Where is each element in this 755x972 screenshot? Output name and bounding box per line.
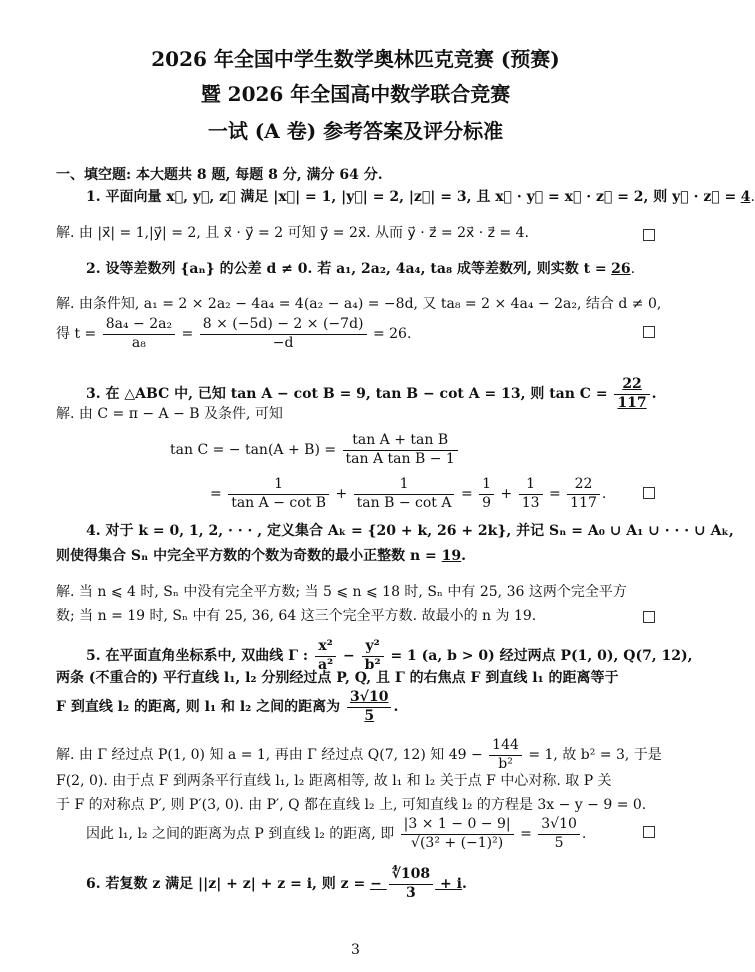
sol3-frac-2-num: 1 [228, 476, 329, 495]
problem-3-answer [614, 376, 649, 412]
problem-6 [86, 866, 467, 902]
title-line-1: 2026 年全国中学生数学奥林匹克竞赛 (预赛) [151, 47, 560, 71]
p5-frac-x-num: x² [315, 638, 336, 657]
p5-frac-y-num: y² [362, 638, 384, 657]
problem-3-answer-den: 117 [617, 394, 647, 411]
sol2-frac-2-den: −d [272, 334, 294, 351]
problem-6-text: 6. 若复数 z 满足 ||z| + z| + z = i, 则 z = [86, 876, 366, 892]
problem-4-line-1: 4. 对于 k = 0, 1, 2, · · · , 定义集合 Aₖ = {20 + k, 26 + 2k}, 并记 Sₙ = A₀ ∪ A₁ ∪ · · · ∪ Aₖ, [86, 523, 734, 539]
sol3-frac-1-num: tan A + tan B [343, 432, 458, 451]
problem-4-answer: 19 [441, 548, 462, 564]
problem-2-answer: 26 [611, 261, 631, 277]
solution-5-line-3: 于 F 的对称点 P′, 则 P′(3, 0). 由 P′, Q 都在直线 l₂ 上, 可知直线 l₂ 的方程是 3x − y − 9 = 0. [56, 797, 647, 813]
p5-frac-x-den: a² [317, 656, 334, 673]
solution-3-line-1: 解. 由 C = π − A − B 及条件, 可知 [56, 406, 283, 422]
problem-1-answer: 4 [740, 189, 751, 205]
sol2-frac-2 [200, 316, 367, 352]
sol5-text-a: 解. 由 Γ 经过点 P(1, 0) 知 a = 1, 再由 Γ 经过点 Q(7, 12) 知 49 − [56, 747, 483, 763]
sol3-frac-1-den: tan A tan B − 1 [345, 450, 455, 467]
sol5-period: . [581, 826, 587, 842]
p6-answer-num: ∜108 [389, 866, 433, 885]
sol3-frac-4-den: 9 [482, 494, 492, 511]
sol3-frac-3-num: 1 [354, 476, 455, 495]
sol2-result: = 26. [372, 326, 412, 342]
sol3-frac-1 [343, 432, 458, 468]
sol3-frac-6-num: 22 [567, 476, 600, 495]
sol2-eq-sign: = [181, 326, 194, 342]
problem-5-minus: − [343, 648, 355, 664]
problem-3-tail: . [651, 386, 657, 402]
sol5-frac-3-num: 3√10 [538, 816, 580, 835]
sol2-frac-1-den: a₈ [131, 334, 146, 351]
solution-3-line-2 [170, 432, 460, 468]
sol5-frac-1-num: 144 [489, 737, 522, 756]
problem-1-text: 1. 平面向量 x⃗, y⃗, z⃗ 满足 |x⃗| = 1, |y⃗| = 2, |z⃗| = 3, 且 x⃗ · y⃗ = x⃗ · z⃗ = 2, 则 y⃗ · z⃗ = [86, 189, 737, 205]
solution-5-line-2: F(2, 0). 由于点 F 到两条平行直线 l₁, l₂ 距离相等, 故 l₁ 和 l₂ 关于点 F 中心对称. 取 P 关 [56, 773, 612, 789]
sol3-frac-4 [479, 476, 494, 512]
problem-2-text: 2. 设等差数列 {aₙ} 的公差 d ≠ 0. 若 a₁, 2a₂, 4a₄, ta₈ 成等差数列, 则实数 t = [86, 261, 607, 277]
solution-4-line-1: 解. 当 n ⩽ 4 时, Sₙ 中没有完全平方数; 当 5 ⩽ n ⩽ 18 时, Sₙ 中有 25, 36 这两个完全平方 [56, 584, 627, 600]
qed-box-4 [643, 611, 655, 623]
sol2-frac-1-num: 8a₄ − 2a₂ [103, 316, 175, 335]
sol3-plus-a: + [335, 486, 348, 502]
problem-5-text-a: 5. 在平面直角坐标系中, 双曲线 Γ : [86, 648, 309, 664]
solution-2-line-2 [56, 316, 411, 352]
sol5-frac-2-den: √(3² + (−1)²) [411, 834, 504, 851]
problem-3-text: 3. 在 △ABC 中, 已知 tan A − cot B = 9, tan B − cot A = 13, 则 tan C = [86, 386, 608, 402]
qed-box-5 [643, 826, 655, 838]
problem-5-tail: . [393, 699, 399, 715]
sol3-eq-a: = [210, 486, 222, 502]
sol3-frac-6 [567, 476, 600, 512]
sol5-frac-1-den: b² [498, 755, 513, 772]
problem-1-tail: . [750, 189, 755, 205]
sol5-eq: = [520, 826, 532, 842]
problem-5-text-c: F 到直线 l₂ 的距离, 则 l₁ 和 l₂ 之间的距离为 [56, 699, 341, 715]
title-line-3: 一试 (A 卷) 参考答案及评分标准 [207, 119, 504, 143]
sol5-frac-1 [489, 737, 522, 773]
p6-answer-den: 3 [406, 884, 416, 901]
sol3-frac-5 [519, 476, 543, 512]
solution-5-line-1 [56, 737, 662, 773]
problem-5-text-b: = 1 (a, b > 0) 经过两点 P(1, 0), Q(7, 12), [390, 648, 693, 664]
sol2-lead: 得 t = [56, 326, 97, 342]
solution-1: 解. 由 |x⃗| = 1,|y⃗| = 2, 且 x⃗ · y⃗ = 2 可知 y⃗ = 2x⃗. 从而 y⃗ · z⃗ = 2x⃗ · z⃗ = 4. [56, 225, 529, 241]
qed-box-2 [643, 326, 655, 338]
sol3-frac-2 [228, 476, 329, 512]
problem-3-answer-num: 22 [614, 376, 649, 395]
problem-6-tail: . [461, 876, 467, 892]
sol3-frac-3-den: tan B − cot A [356, 494, 452, 511]
qed-box-1 [643, 229, 655, 241]
p6-answer-plus-i: + i [440, 876, 462, 892]
sol5-frac-2-num: |3 × 1 − 0 − 9| [401, 816, 514, 835]
title-line-2: 暨 2026 年全国高中数学联合竞赛 [200, 82, 511, 106]
solution-4-line-2: 数; 当 n = 19 时, Sₙ 中有 25, 36, 64 这三个完全平方数. 故最小的 n 为 19. [56, 608, 537, 624]
sol5-frac-2 [401, 816, 514, 852]
section-heading: 一、填空题: 本大题共 8 题, 每题 8 分, 满分 64 分. [56, 167, 383, 183]
problem-4-text: 则使得集合 Sₙ 中完全平方数的个数为奇数的最小正整数 n = [56, 548, 437, 564]
problem-4-tail: . [461, 548, 467, 564]
page-number: 3 [351, 942, 360, 958]
problem-2 [86, 258, 635, 282]
sol3-eq-c: = [548, 486, 561, 502]
problem-4-line-2 [56, 545, 466, 569]
p5-answer-den: 5 [364, 707, 375, 724]
problem-1 [86, 186, 755, 210]
sol3-frac-6-den: 117 [570, 494, 597, 511]
p6-answer-frac [389, 866, 433, 902]
problem-5-line-3 [56, 689, 398, 725]
sol2-frac-1 [103, 316, 175, 352]
p6-answer-minus: − [370, 876, 382, 892]
sol5-frac-3-den: 5 [554, 834, 564, 851]
problem-5-line-2: 两条 (不重合的) 平行直线 l₁, l₂ 分别经过点 P, Q, 且 Γ 的右焦点 F 到直线 l₁ 的距离等于 [56, 670, 619, 686]
sol3-period: . [601, 486, 607, 502]
problem-2-tail: . [630, 261, 636, 277]
sol3-frac-2-den: tan A − cot B [231, 494, 327, 511]
solution-5-line-4 [86, 816, 586, 852]
problem-6-answer [370, 866, 462, 902]
qed-box-3 [643, 487, 655, 499]
problem-5-answer [347, 689, 391, 725]
solution-3-line-3 [210, 476, 606, 512]
sol3-lead: tan C = − tan(A + B) = [170, 442, 337, 458]
p5-answer-num: 3√10 [347, 689, 391, 708]
sol5-text-c: 因此 l₁, l₂ 之间的距离为点 P 到直线 l₂ 的距离, 即 [86, 826, 395, 842]
sol3-frac-3 [354, 476, 455, 512]
sol2-frac-2-num: 8 × (−5d) − 2 × (−7d) [200, 316, 367, 335]
sol5-frac-3 [538, 816, 580, 852]
sol3-frac-5-den: 13 [521, 494, 540, 511]
solution-2-line-1: 解. 由条件知, a₁ = 2 × 2a₂ − 4a₄ = 4(a₂ − a₄) = −8d, 又 ta₈ = 2 × 4a₄ − 2a₂, 结合 d ≠ 0, [56, 296, 662, 312]
p5-frac-y-den: b² [364, 656, 381, 673]
sol3-plus-b: + [500, 486, 513, 502]
sol5-text-b: = 1, 故 b² = 3, 于是 [528, 747, 662, 763]
sol3-frac-5-num: 1 [519, 476, 543, 495]
sol3-frac-4-num: 1 [479, 476, 494, 495]
sol3-eq-b: = [460, 486, 473, 502]
